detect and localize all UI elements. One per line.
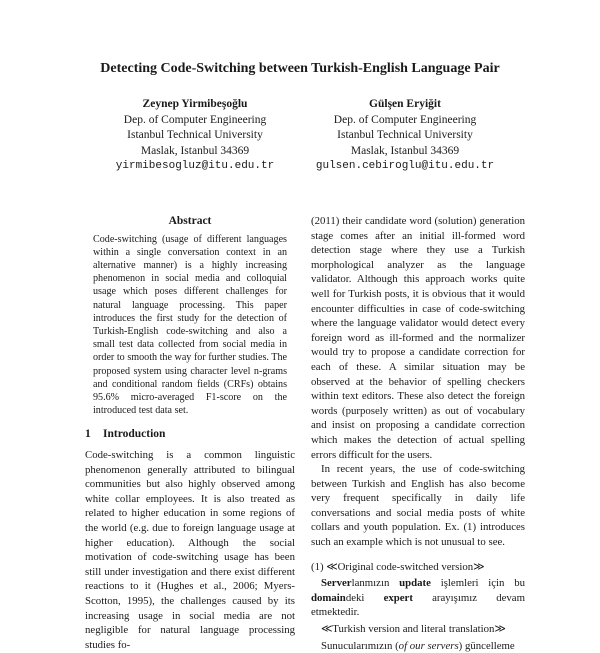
example-turkish-fragment: arayışımız devam etmektedir. [311, 591, 525, 619]
abstract-heading: Abstract [168, 215, 212, 227]
author-dept: Dep. of Computer Engineering [333, 113, 477, 126]
example-sentence [311, 576, 525, 620]
translation-fragment: ) güncelleme [458, 639, 515, 652]
translation-fragment: Sunucularımızın ( [321, 639, 399, 652]
translation-sentence [311, 639, 525, 653]
translation-gloss: of our servers [398, 639, 459, 652]
translation-label: ≪Turkish version and literal translation≫ [321, 623, 506, 636]
example-turkish-fragment: deki [345, 591, 384, 604]
right-paragraph-1: (2011) their candidate word (solution) generation stage comes after an initial ill-formed word detection stage where they use a Turkish morphological analyzer as the language validator. Although this approach works quite well for Turkish posts, it is obvious that it would encounter difficulties in case of code-switching where the language validator would detect every foreign word as ill-formed and the normalizer would try to propose a candidate correction for each of these. A similar situation may be observed at the behavior of spelling checkers within text editors. These also detect the foreign words (purposely written) as out of vocabulary and insist on proposing a candidate correction which makes the detection of actual spelling errors difficult for the users. [311, 215, 525, 461]
author-university: Istanbul Technical University [127, 129, 263, 141]
author-dept: Dep. of Computer Engineering [123, 113, 267, 126]
example-english-word: update [399, 577, 431, 590]
author-email: yirmibesogluz@itu.edu.tr [115, 160, 275, 172]
example-english-word: expert [383, 591, 413, 604]
section-heading [85, 427, 295, 442]
right-column [311, 214, 525, 653]
example-turkish-fragment: işlemleri için bu [430, 577, 525, 590]
author-university: Istanbul Technical University [337, 129, 473, 141]
paper-title: Detecting Code-Switching between Turkish-English Language Pair [100, 61, 500, 76]
section-number: 1 [85, 428, 91, 441]
author-address: Maslak, Istanbul 34369 [140, 144, 250, 157]
example-block [311, 560, 525, 653]
section-title: Introduction [103, 428, 166, 441]
right-paragraph-2: In recent years, the use of code-switching between Turkish and English has also become very frequent specifically in daily life conversations and social media posts of white collars and youth population. Ex. (1) introduces such an example which is not unusual to see. [311, 463, 525, 549]
example-turkish-fragment: lanmızın [351, 577, 400, 590]
author-name: Zeynep Yirmibeşoğlu [142, 98, 248, 110]
example-english-word: domain [311, 591, 346, 604]
intro-paragraph: Code-switching is a common linguistic phenomenon generally attributed to bilingual communities but also highly observed among white collar employees. It is also treated as related to higher education in some regions of the world (e.g. due to foreign language usage at higher education). Although the social motivation of code-switching usage has been still under investigation and there exist different reactions to it (Hughes et al., 2006; Myers-Scotton, 1995), the challenges caused by its increasing usage in social media are not negligible for natural language processing studies fo- [85, 449, 295, 651]
author-email: gulsen.cebiroglu@itu.edu.tr [315, 160, 495, 172]
author-name: Gülşen Eryiğit [369, 98, 441, 110]
example-label: (1) ≪Original code-switched version≫ [311, 560, 485, 573]
left-column [85, 214, 295, 652]
abstract-text: Code-switching (usage of different languages within a single conversation context in an alternative manner) is a highly increasing phenomenon in social media and colloquial usage which poses different challenges for natural language processing. This paper introduces the first study for the detection of Turkish-English code-switching and also a small test data collected from social media in order to smooth the way for further studies. The proposed system using character level n-grams and conditional random fields (CRFs) obtains 95.6% micro-averaged F1-score on the introduced test data set. [93, 233, 287, 417]
author-address: Maslak, Istanbul 34369 [350, 144, 460, 157]
example-english-word: Server [321, 577, 352, 590]
author-block-2 [280, 97, 530, 175]
